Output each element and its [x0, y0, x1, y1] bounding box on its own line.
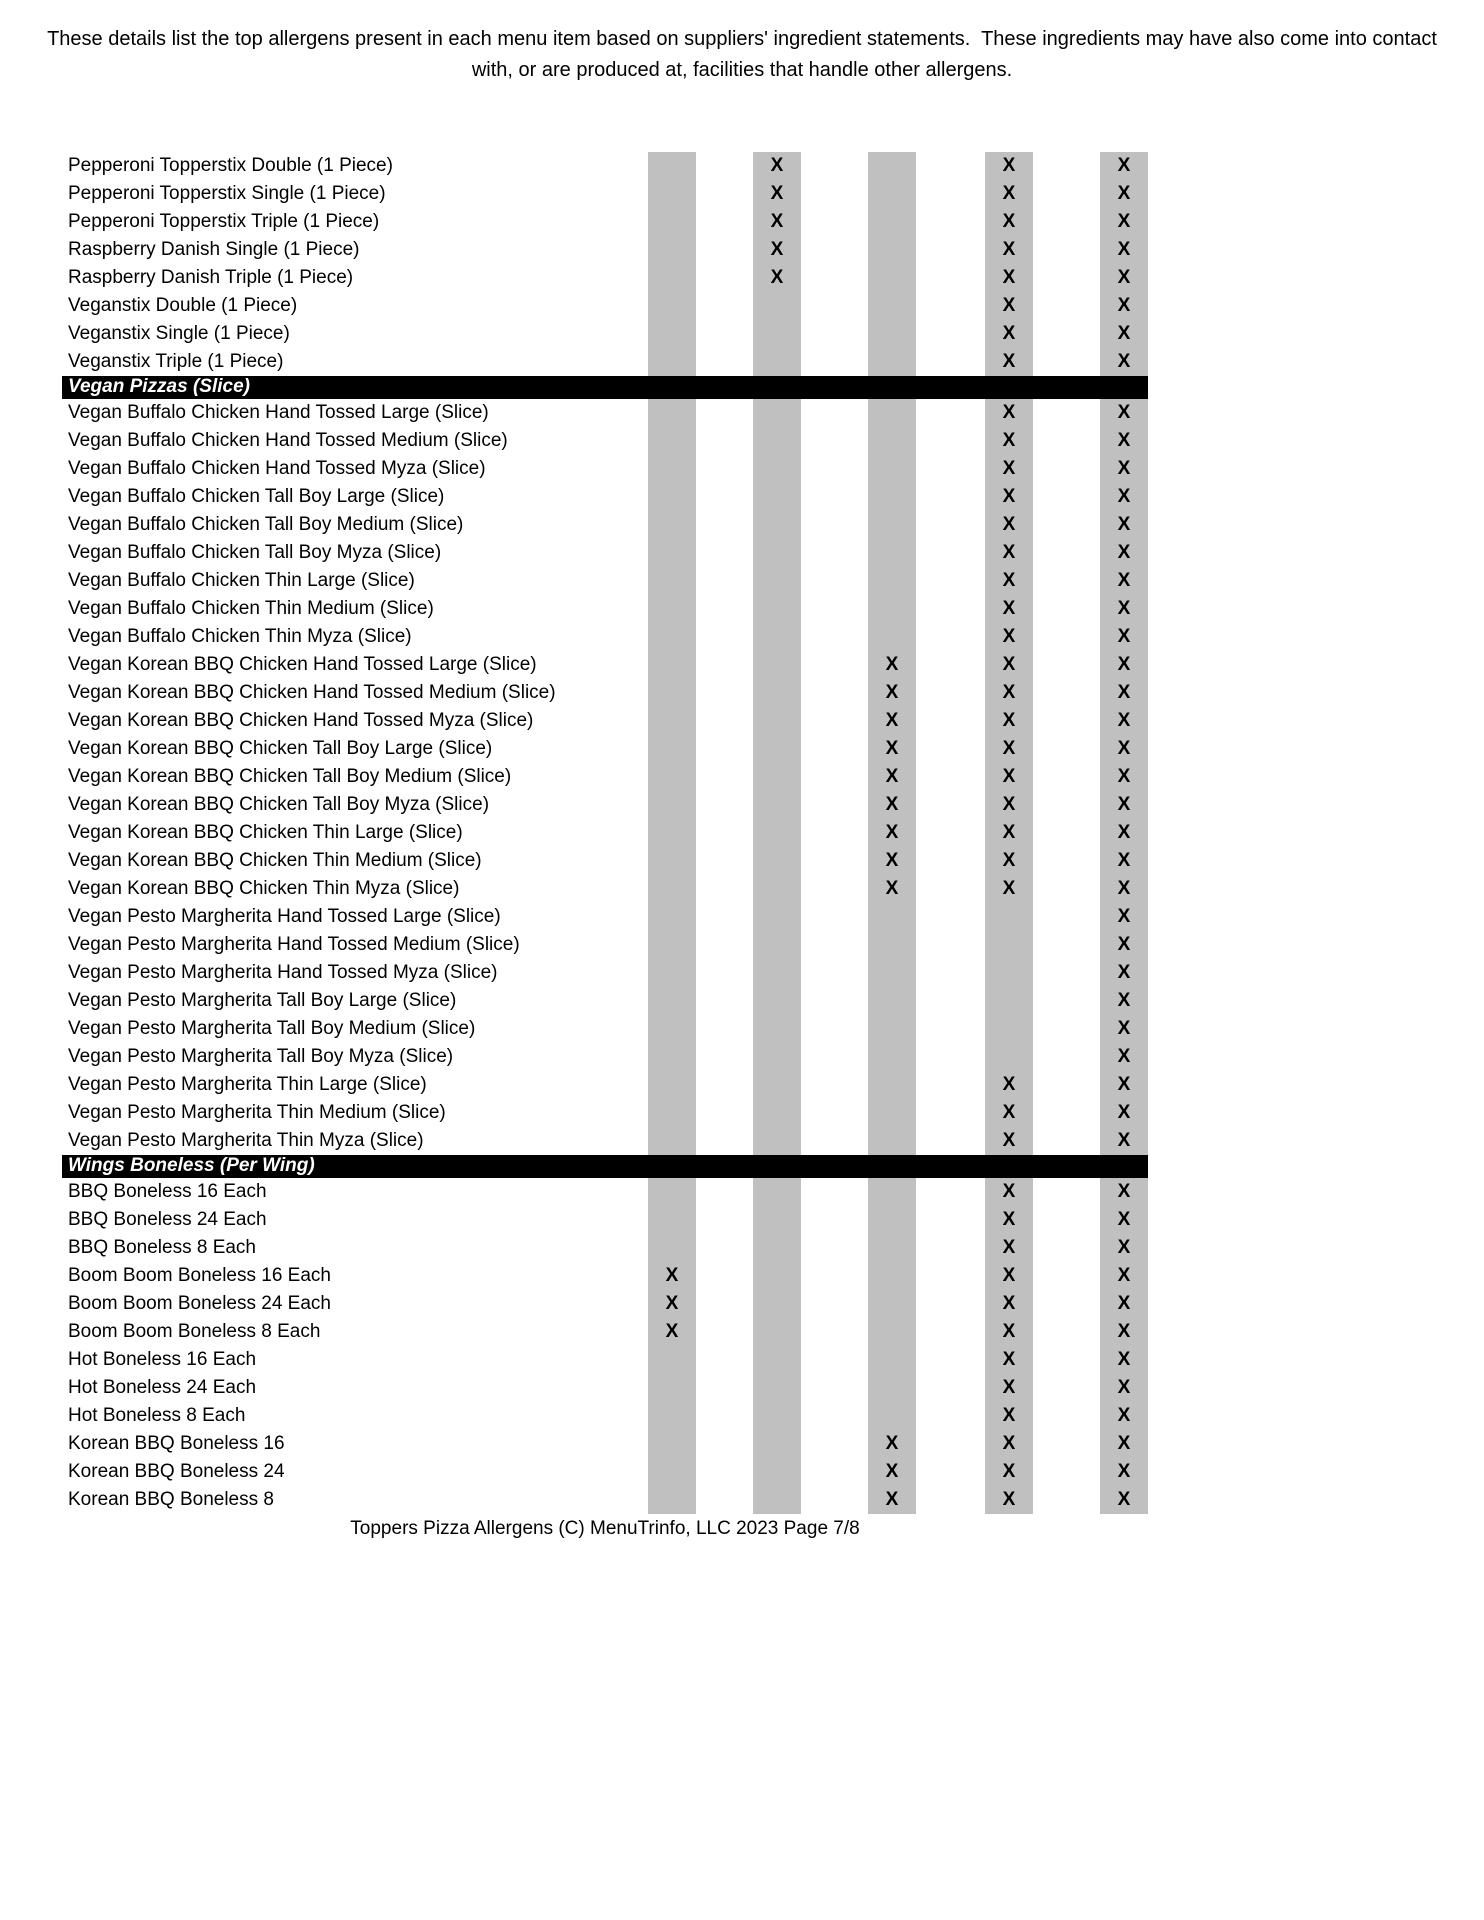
- table-row: [62, 152, 1148, 180]
- allergen-mark: X: [1002, 239, 1016, 260]
- allergen-mark: X: [1117, 486, 1131, 507]
- allergen-mark: X: [1002, 654, 1016, 675]
- allergen-mark: X: [1117, 934, 1131, 955]
- item-name: Vegan Pesto Margherita Thin Myza (Slice): [68, 1130, 424, 1151]
- table-row: [62, 959, 1148, 987]
- item-name: Vegan Pesto Margherita Hand Tossed Large (Slice): [68, 906, 501, 927]
- allergen-mark: X: [1002, 183, 1016, 204]
- disclaimer-text: These details list the top allergens present in each menu item based on suppliers' ingredient statements. These ingredients may have also come into contact with, or are produced at, facilities that handle other allergens.: [47, 28, 1443, 81]
- allergen-mark: X: [1117, 155, 1131, 176]
- allergen-mark: X: [1002, 626, 1016, 647]
- allergen-mark: X: [885, 766, 899, 787]
- allergen-mark: X: [885, 738, 899, 759]
- allergen-mark: X: [1002, 430, 1016, 451]
- section-header: Vegan Pizzas (Slice): [62, 376, 1148, 399]
- allergen-mark: X: [1117, 1293, 1131, 1314]
- allergen-mark: X: [1002, 155, 1016, 176]
- allergen-mark: X: [1117, 570, 1131, 591]
- allergen-mark: X: [1117, 1433, 1131, 1454]
- item-name: Vegan Pesto Margherita Thin Medium (Slice): [68, 1102, 446, 1123]
- item-name: BBQ Boneless 16 Each: [68, 1181, 267, 1202]
- allergen-mark: X: [1117, 1018, 1131, 1039]
- table-row: [62, 651, 1148, 679]
- table-row: [62, 1402, 1148, 1430]
- table-row: [62, 1262, 1148, 1290]
- allergen-mark: X: [1117, 1489, 1131, 1510]
- allergen-mark: X: [1117, 1237, 1131, 1258]
- table-row: [62, 1015, 1148, 1043]
- item-name: Vegan Korean BBQ Chicken Tall Boy Medium (Slice): [68, 766, 512, 787]
- allergen-mark: X: [885, 878, 899, 899]
- table-row: [62, 707, 1148, 735]
- item-name: Vegan Korean BBQ Chicken Hand Tossed Large (Slice): [68, 654, 537, 675]
- allergen-mark: X: [1117, 1046, 1131, 1067]
- allergen-mark: X: [1117, 183, 1131, 204]
- allergen-mark: X: [1002, 1074, 1016, 1095]
- table-row: [62, 264, 1148, 292]
- table-row: [62, 1234, 1148, 1262]
- allergen-mark: X: [1002, 1489, 1016, 1510]
- table-row: [62, 236, 1148, 264]
- allergen-mark: X: [1117, 626, 1131, 647]
- item-name: Raspberry Danish Triple (1 Piece): [68, 267, 354, 288]
- table-row: [62, 1071, 1148, 1099]
- allergen-mark: X: [1117, 514, 1131, 535]
- allergen-mark: X: [885, 710, 899, 731]
- allergen-mark: X: [1117, 1265, 1131, 1286]
- item-name: Pepperoni Topperstix Single (1 Piece): [68, 183, 386, 204]
- table-row: [62, 763, 1148, 791]
- item-name: Korean BBQ Boneless 24: [68, 1461, 285, 1482]
- table-row: [62, 1458, 1148, 1486]
- table-row: [62, 1430, 1148, 1458]
- table-row: [62, 1346, 1148, 1374]
- allergen-mark: X: [1002, 295, 1016, 316]
- item-name: Vegan Korean BBQ Chicken Tall Boy Myza (Slice): [68, 794, 490, 815]
- allergen-mark: X: [1002, 1209, 1016, 1230]
- allergen-mark: X: [1002, 878, 1016, 899]
- item-name: Vegan Korean BBQ Chicken Thin Large (Slice): [68, 822, 463, 843]
- table-row: [62, 539, 1148, 567]
- item-name: Boom Boom Boneless 8 Each: [68, 1321, 321, 1342]
- allergen-mark: X: [1117, 1405, 1131, 1426]
- table-row: [62, 1374, 1148, 1402]
- item-name: Vegan Pesto Margherita Thin Large (Slice): [68, 1074, 427, 1095]
- section-header: Wings Boneless (Per Wing): [62, 1155, 1148, 1178]
- table-row: [62, 1127, 1148, 1155]
- allergen-mark: X: [1117, 822, 1131, 843]
- table-row: [62, 483, 1148, 511]
- table-row: [62, 1486, 1148, 1514]
- allergen-mark: X: [885, 1461, 899, 1482]
- allergen-mark: X: [1117, 211, 1131, 232]
- allergen-mark: X: [1002, 1181, 1016, 1202]
- item-name: Vegan Korean BBQ Chicken Hand Tossed Myza (Slice): [68, 710, 534, 731]
- item-name: Vegan Buffalo Chicken Tall Boy Large (Slice): [68, 486, 445, 507]
- allergen-mark: X: [1117, 1349, 1131, 1370]
- allergen-mark: X: [885, 654, 899, 675]
- item-name: BBQ Boneless 8 Each: [68, 1237, 256, 1258]
- item-name: Vegan Korean BBQ Chicken Hand Tossed Medium (Slice): [68, 682, 556, 703]
- allergen-mark: X: [1002, 1237, 1016, 1258]
- table-row: [62, 623, 1148, 651]
- allergen-mark: X: [1117, 1321, 1131, 1342]
- allergen-mark: X: [1117, 1461, 1131, 1482]
- allergen-mark: X: [1002, 402, 1016, 423]
- allergen-mark: X: [1002, 850, 1016, 871]
- item-name: Vegan Buffalo Chicken Thin Large (Slice): [68, 570, 415, 591]
- item-name: Vegan Korean BBQ Chicken Tall Boy Large (Slice): [68, 738, 493, 759]
- allergen-mark: X: [1117, 239, 1131, 260]
- item-name: BBQ Boneless 24 Each: [68, 1209, 267, 1230]
- allergen-mark: X: [1002, 486, 1016, 507]
- allergen-mark: X: [1117, 430, 1131, 451]
- allergen-mark: X: [1117, 598, 1131, 619]
- table-row: [62, 819, 1148, 847]
- table-row: [62, 511, 1148, 539]
- table-row: [62, 292, 1148, 320]
- allergen-table: [62, 152, 1148, 1514]
- allergen-mark: X: [1117, 402, 1131, 423]
- allergen-mark: X: [1002, 794, 1016, 815]
- table-row: [62, 679, 1148, 707]
- allergen-mark: X: [665, 1321, 679, 1342]
- table-row: [62, 1318, 1148, 1346]
- allergen-mark: X: [770, 155, 784, 176]
- item-name: Raspberry Danish Single (1 Piece): [68, 239, 360, 260]
- item-name: Vegan Buffalo Chicken Hand Tossed Medium (Slice): [68, 430, 508, 451]
- allergen-mark: X: [1117, 267, 1131, 288]
- item-name: Vegan Buffalo Chicken Tall Boy Medium (Slice): [68, 514, 464, 535]
- item-name: Vegan Korean BBQ Chicken Thin Myza (Slice): [68, 878, 460, 899]
- allergen-mark: X: [885, 794, 899, 815]
- allergen-mark: X: [1002, 682, 1016, 703]
- allergen-mark: X: [1002, 570, 1016, 591]
- item-name: Boom Boom Boneless 24 Each: [68, 1293, 331, 1314]
- table-row: [62, 1043, 1148, 1071]
- table-row: [62, 791, 1148, 819]
- table-row: [62, 875, 1148, 903]
- allergen-mark: X: [1117, 794, 1131, 815]
- allergen-mark: X: [1117, 1130, 1131, 1151]
- allergen-mark: X: [770, 267, 784, 288]
- item-name: Vegan Buffalo Chicken Hand Tossed Large (Slice): [68, 402, 489, 423]
- allergen-mark: X: [770, 239, 784, 260]
- item-name: Vegan Buffalo Chicken Tall Boy Myza (Slice): [68, 542, 442, 563]
- item-name: Korean BBQ Boneless 16: [68, 1433, 285, 1454]
- allergen-mark: X: [1002, 1130, 1016, 1151]
- allergen-mark: X: [1002, 1265, 1016, 1286]
- allergen-mark: X: [1002, 598, 1016, 619]
- table-row: [62, 931, 1148, 959]
- allergen-mark: X: [1117, 542, 1131, 563]
- allergen-mark: X: [885, 1433, 899, 1454]
- allergen-mark: X: [1117, 990, 1131, 1011]
- table-row: [62, 320, 1148, 348]
- allergen-mark: X: [1002, 766, 1016, 787]
- table-row: [62, 847, 1148, 875]
- allergen-mark: X: [1117, 850, 1131, 871]
- allergen-mark: X: [1002, 1102, 1016, 1123]
- allergen-mark: X: [1117, 1074, 1131, 1095]
- item-name: Pepperoni Topperstix Double (1 Piece): [68, 155, 393, 176]
- item-name: Hot Boneless 8 Each: [68, 1405, 246, 1426]
- item-name: Vegan Pesto Margherita Tall Boy Myza (Slice): [68, 1046, 454, 1067]
- allergen-mark: X: [1002, 822, 1016, 843]
- allergen-mark: X: [1117, 351, 1131, 372]
- allergen-mark: X: [1117, 682, 1131, 703]
- allergen-mark: X: [665, 1265, 679, 1286]
- item-name: Veganstix Triple (1 Piece): [68, 351, 284, 372]
- allergen-mark: X: [1002, 1377, 1016, 1398]
- table-row: [62, 180, 1148, 208]
- table-row: [62, 455, 1148, 483]
- allergen-mark: X: [885, 850, 899, 871]
- table-row: [62, 567, 1148, 595]
- item-name: Pepperoni Topperstix Triple (1 Piece): [68, 211, 380, 232]
- allergen-mark: X: [1002, 738, 1016, 759]
- table-row: [62, 399, 1148, 427]
- allergen-mark: X: [1117, 710, 1131, 731]
- item-name: Vegan Buffalo Chicken Thin Medium (Slice): [68, 598, 434, 619]
- item-name: Vegan Pesto Margherita Tall Boy Large (Slice): [68, 990, 457, 1011]
- table-row: [62, 735, 1148, 763]
- table-row: [62, 1290, 1148, 1318]
- allergen-mark: X: [1117, 766, 1131, 787]
- allergen-mark: X: [1002, 267, 1016, 288]
- allergen-mark: X: [885, 682, 899, 703]
- item-name: Vegan Pesto Margherita Tall Boy Medium (Slice): [68, 1018, 476, 1039]
- allergen-mark: X: [1117, 738, 1131, 759]
- allergen-mark: X: [1002, 514, 1016, 535]
- allergen-mark: X: [1117, 962, 1131, 983]
- item-name: Vegan Pesto Margherita Hand Tossed Medium (Slice): [68, 934, 520, 955]
- allergen-mark: X: [1117, 906, 1131, 927]
- item-name: Hot Boneless 16 Each: [68, 1349, 257, 1370]
- item-name: Vegan Korean BBQ Chicken Thin Medium (Slice): [68, 850, 482, 871]
- table-row: [62, 427, 1148, 455]
- table-row: [62, 1099, 1148, 1127]
- allergen-mark: X: [1002, 211, 1016, 232]
- item-name: Boom Boom Boneless 16 Each: [68, 1265, 331, 1286]
- allergen-mark: X: [1117, 654, 1131, 675]
- allergen-mark: X: [1002, 710, 1016, 731]
- table-row: [62, 1206, 1148, 1234]
- table-row: [62, 595, 1148, 623]
- table-row: [62, 208, 1148, 236]
- item-name: Korean BBQ Boneless 8: [68, 1489, 274, 1510]
- allergen-mark: X: [1117, 1102, 1131, 1123]
- item-name: Veganstix Single (1 Piece): [68, 323, 290, 344]
- allergen-mark: X: [1002, 1433, 1016, 1454]
- allergen-mark: X: [770, 183, 784, 204]
- allergen-mark: X: [1002, 1321, 1016, 1342]
- table-row: [62, 987, 1148, 1015]
- allergen-mark: X: [1002, 323, 1016, 344]
- allergen-mark: X: [1002, 351, 1016, 372]
- allergen-mark: X: [770, 211, 784, 232]
- item-name: Hot Boneless 24 Each: [68, 1377, 257, 1398]
- item-name: Veganstix Double (1 Piece): [68, 295, 298, 316]
- page-footer: Toppers Pizza Allergens (C) MenuTrinfo, LLC 2023 Page 7/8: [350, 1518, 860, 1539]
- allergen-mark: X: [1117, 458, 1131, 479]
- allergen-mark: X: [665, 1293, 679, 1314]
- table-row: [62, 903, 1148, 931]
- allergen-mark: X: [1002, 1349, 1016, 1370]
- table-row: [62, 348, 1148, 376]
- item-name: Vegan Pesto Margherita Hand Tossed Myza (Slice): [68, 962, 498, 983]
- allergen-mark: X: [1117, 1209, 1131, 1230]
- allergen-mark: X: [1117, 1377, 1131, 1398]
- allergen-mark: X: [1002, 1405, 1016, 1426]
- allergen-mark: X: [885, 822, 899, 843]
- allergen-mark: X: [1117, 295, 1131, 316]
- table-row: [62, 1178, 1148, 1206]
- allergen-mark: X: [1117, 323, 1131, 344]
- allergen-mark: X: [1002, 1293, 1016, 1314]
- item-name: Vegan Buffalo Chicken Hand Tossed Myza (Slice): [68, 458, 486, 479]
- item-name: Vegan Buffalo Chicken Thin Myza (Slice): [68, 626, 412, 647]
- allergen-mark: X: [1002, 1461, 1016, 1482]
- allergen-mark: X: [1117, 1181, 1131, 1202]
- allergen-mark: X: [885, 1489, 899, 1510]
- allergen-mark: X: [1117, 878, 1131, 899]
- allergen-mark: X: [1002, 458, 1016, 479]
- allergen-mark: X: [1002, 542, 1016, 563]
